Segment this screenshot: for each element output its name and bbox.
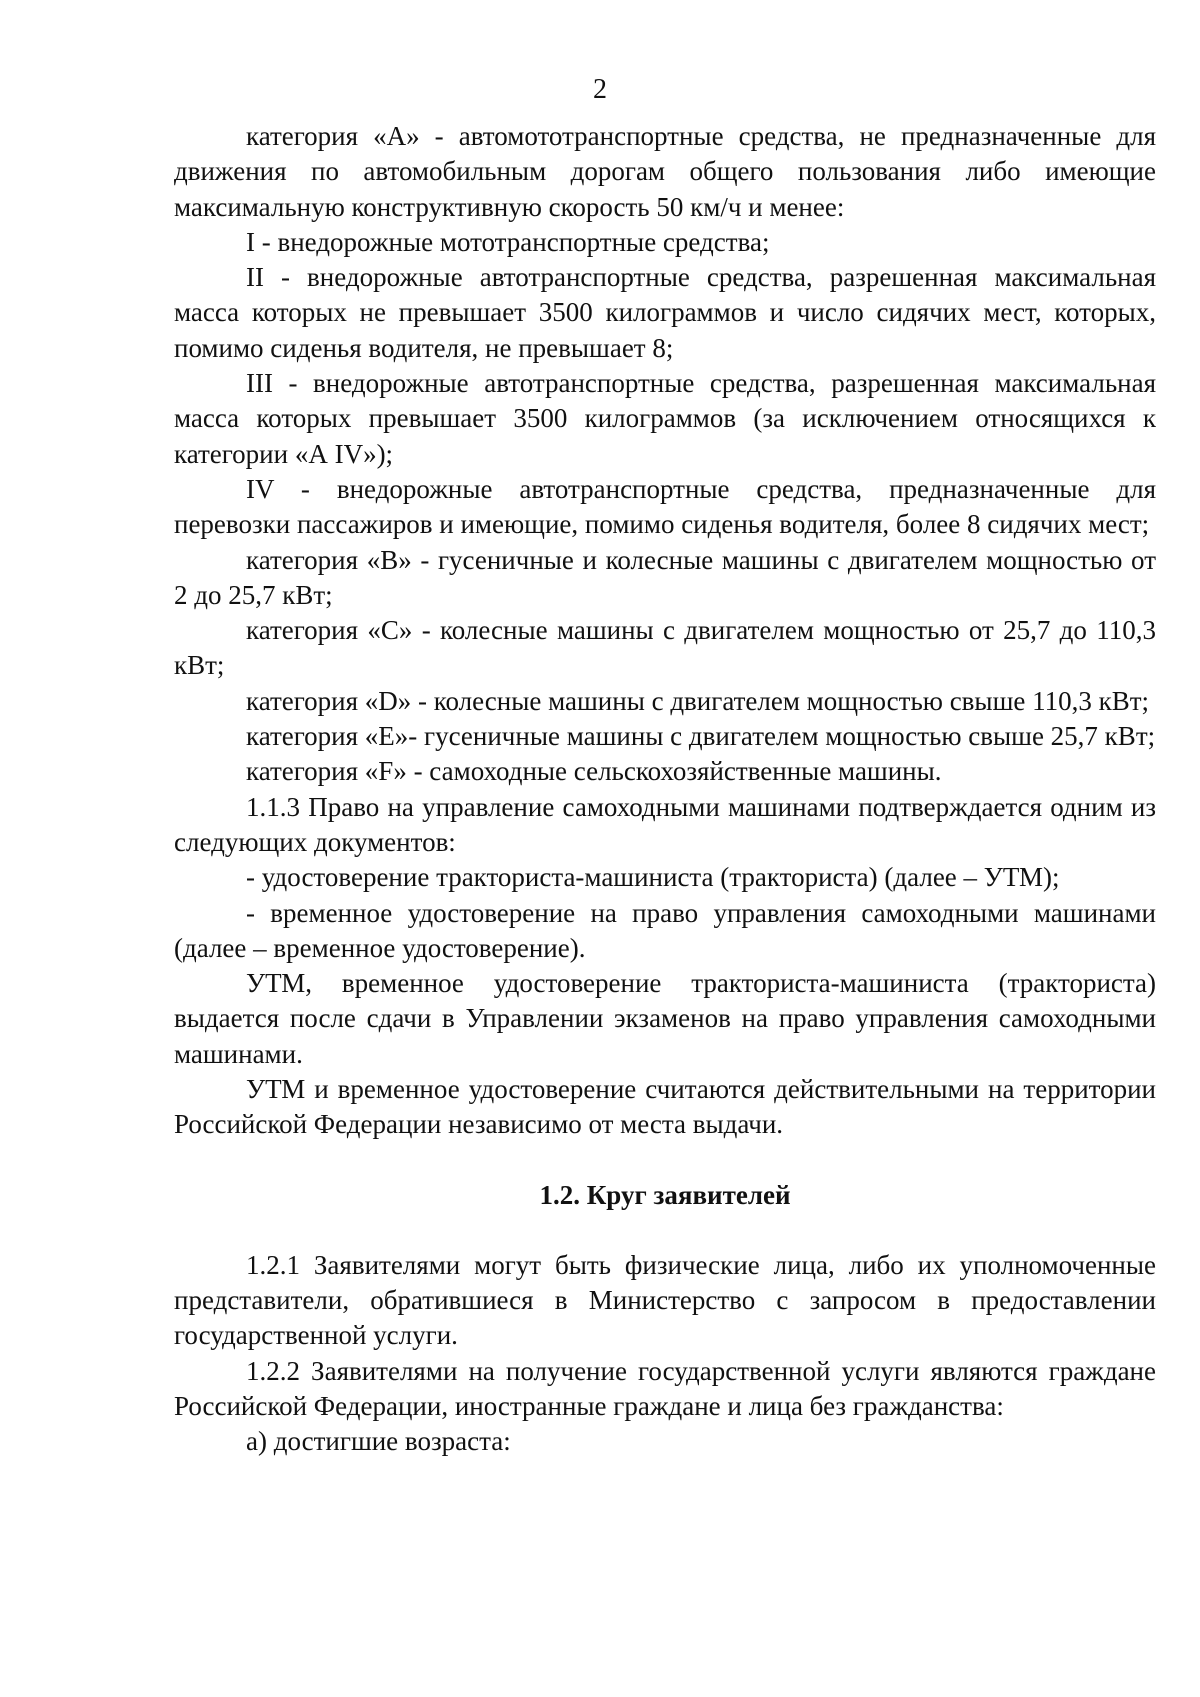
paragraph-temporary-certificate: - временное удостоверение на право управления самоходными машинами (далее – временное удостоверение). xyxy=(174,897,1156,963)
paragraph-utm: - удостоверение тракториста-машиниста (тракториста) (далее – УТМ); xyxy=(246,862,1060,893)
paragraph-1-1-3: 1.1.3 Право на управление самоходными машинами подтверждается одним из следующих документов: xyxy=(174,791,1156,857)
paragraph-category-a-i: I - внедорожные мототранспортные средства; xyxy=(246,226,770,257)
paragraph-utm-issuance: УТМ, временное удостоверение тракториста-машиниста (тракториста) выдается после сдачи в Управлении экзаменов на право управления самоходными машинами. xyxy=(174,968,1156,1069)
paragraph-category-a-ii: II - внедорожные автотранспортные средства, разрешенная максимальная масса которых не превышает 3500 килограммов и число сидячих мест, которых, помимо сиденья водителя, не превышает 8; xyxy=(174,262,1156,363)
paragraph-utm-validity: УТМ и временное удостоверение считаются действительными на территории Российской Федерации независимо от места выдачи. xyxy=(174,1074,1156,1140)
paragraph-1-2-1: 1.2.1 Заявителями могут быть физические лица, либо их уполномоченные представители, обратившиеся в Министерство с запросом в предоставлении государственной услуги. xyxy=(174,1249,1156,1351)
paragraph-category-c: категория «С» - колесные машины с двигателем мощностью от 25,7 до 110,3 кВт; xyxy=(174,615,1156,681)
paragraph-category-f: категория «F» - самоходные сельскохозяйственные машины. xyxy=(246,756,942,787)
page-number: 2 xyxy=(593,74,607,105)
paragraph-category-a-iii: III - внедорожные автотранспортные средства, разрешенная максимальная масса которых превышает 3500 килограммов (за исключением относящихся к категории «А IV»); xyxy=(174,368,1156,469)
paragraph-age: а) достигшие возраста: xyxy=(246,1426,511,1457)
paragraph-category-a-iv: IV - внедорожные автотранспортные средства, предназначенные для перевозки пассажиров и имеющие, помимо сиденья водителя, более 8 сидячих мест; xyxy=(174,473,1156,540)
paragraph-category-a: категория «А» - автомототранспортные средства, не предназначенные для движения по автомобильным дорогам общего пользования либо имеющие максимальную конструктивную скорость 50 км/ч и менее: xyxy=(174,121,1156,222)
paragraph-1-2-2: 1.2.2 Заявителями на получение государственной услуги являются граждане Российской Федерации, иностранные граждане и лица без гражданства: xyxy=(174,1355,1156,1421)
document-body xyxy=(174,119,1156,1459)
paragraph-category-b: категория «В» - гусеничные и колесные машины с двигателем мощностью от 2 до 25,7 кВт; xyxy=(174,544,1156,610)
section-heading: 1.2. Круг заявителей xyxy=(539,1179,791,1210)
paragraph-category-d: категория «D» - колесные машины с двигателем мощностью свыше 110,3 кВт; xyxy=(246,685,1150,716)
paragraph-category-e: категория «Е»- гусеничные машины с двигателем мощностью свыше 25,7 кВт; xyxy=(246,721,1156,752)
